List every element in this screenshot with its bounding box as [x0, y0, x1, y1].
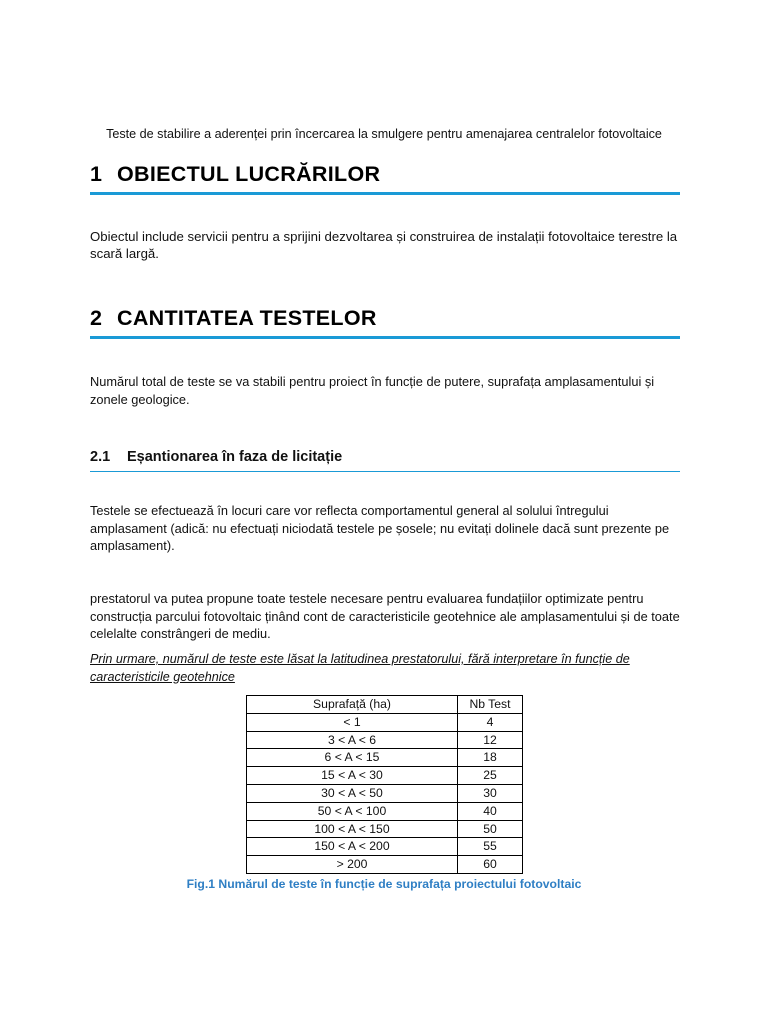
table-header-area: Suprafață (ha)	[247, 696, 458, 714]
table-cell-area: 6 < A < 15	[247, 749, 458, 767]
section-1-number: 1	[90, 162, 103, 186]
table-cell-count: 60	[458, 856, 523, 874]
table-row	[247, 802, 523, 820]
table-row	[247, 767, 523, 785]
section-1-title: OBIECTUL LUCRĂRILOR	[117, 162, 381, 186]
table-cell-count: 55	[458, 838, 523, 856]
table-cell-area: > 200	[247, 856, 458, 874]
section-2-heading	[90, 306, 680, 339]
table-cell-count: 40	[458, 802, 523, 820]
table-row	[247, 856, 523, 874]
table-header-row	[247, 696, 523, 714]
figure-caption: Fig.1 Numărul de teste în funcție de suprafața proiectului fotovoltaic	[186, 877, 582, 891]
section-2-number: 2	[90, 306, 103, 330]
section-2-body: Numărul total de teste se va stabili pentru proiect în funcție de putere, suprafața amplasamentului și zonele geologice.	[90, 374, 655, 407]
table-cell-count: 12	[458, 731, 523, 749]
table-cell-count: 50	[458, 820, 523, 838]
section-2-1-paragraph-1: Testele se efectuează în locuri care vor reflecta comportamentul general al solului întregului amplasament (adică: nu efectuați niciodată testele pe șosele; nu evitați dolinele dacă sunt prezente pe amplasament).	[90, 503, 670, 554]
table-cell-area: 50 < A < 100	[247, 802, 458, 820]
table-cell-count: 18	[458, 749, 523, 767]
table-cell-count: 30	[458, 784, 523, 802]
section-1-heading	[90, 162, 680, 195]
section-2-1-paragraph-2: prestatorul va putea propune toate testele necesare pentru evaluarea fundațiilor optimizate pentru construcția parcului fotovoltaic ținând cont de caracteristicile geotehnice ale amplasamentului și de toate celelalte constrângeri de mediu.	[90, 591, 680, 642]
table-cell-area: 3 < A < 6	[247, 731, 458, 749]
table-cell-count: 25	[458, 767, 523, 785]
table-row	[247, 838, 523, 856]
table-row	[247, 731, 523, 749]
table-header-count: Nb Test	[458, 696, 523, 714]
table-row	[247, 784, 523, 802]
table-row	[247, 713, 523, 731]
table-row	[247, 749, 523, 767]
table-cell-area: 30 < A < 50	[247, 784, 458, 802]
table-cell-area: 15 < A < 30	[247, 767, 458, 785]
section-2-1-heading	[90, 449, 680, 472]
table-cell-count: 4	[458, 713, 523, 731]
section-2-1-note: Prin urmare, numărul de teste este lăsat la latitudinea prestatorului, fără interpretare în funcție de caracteristicile geotehnice	[90, 652, 630, 684]
tests-table	[246, 695, 523, 874]
section-2-1-number: 2.1	[90, 449, 111, 465]
section-2-1-title: Eșantionarea în faza de licitație	[127, 449, 343, 465]
table-cell-area: < 1	[247, 713, 458, 731]
table-row	[247, 820, 523, 838]
table-cell-area: 100 < A < 150	[247, 820, 458, 838]
section-1-body: Obiectul include servicii pentru a sprijini dezvoltarea și construirea de instalații fotovoltaice terestre la scară largă.	[90, 229, 678, 261]
table-cell-area: 150 < A < 200	[247, 838, 458, 856]
page-header: Teste de stabilire a aderenței prin încercarea la smulgere pentru amenajarea centralelor fotovoltaice	[106, 127, 662, 141]
section-2-title: CANTITATEA TESTELOR	[117, 306, 377, 330]
